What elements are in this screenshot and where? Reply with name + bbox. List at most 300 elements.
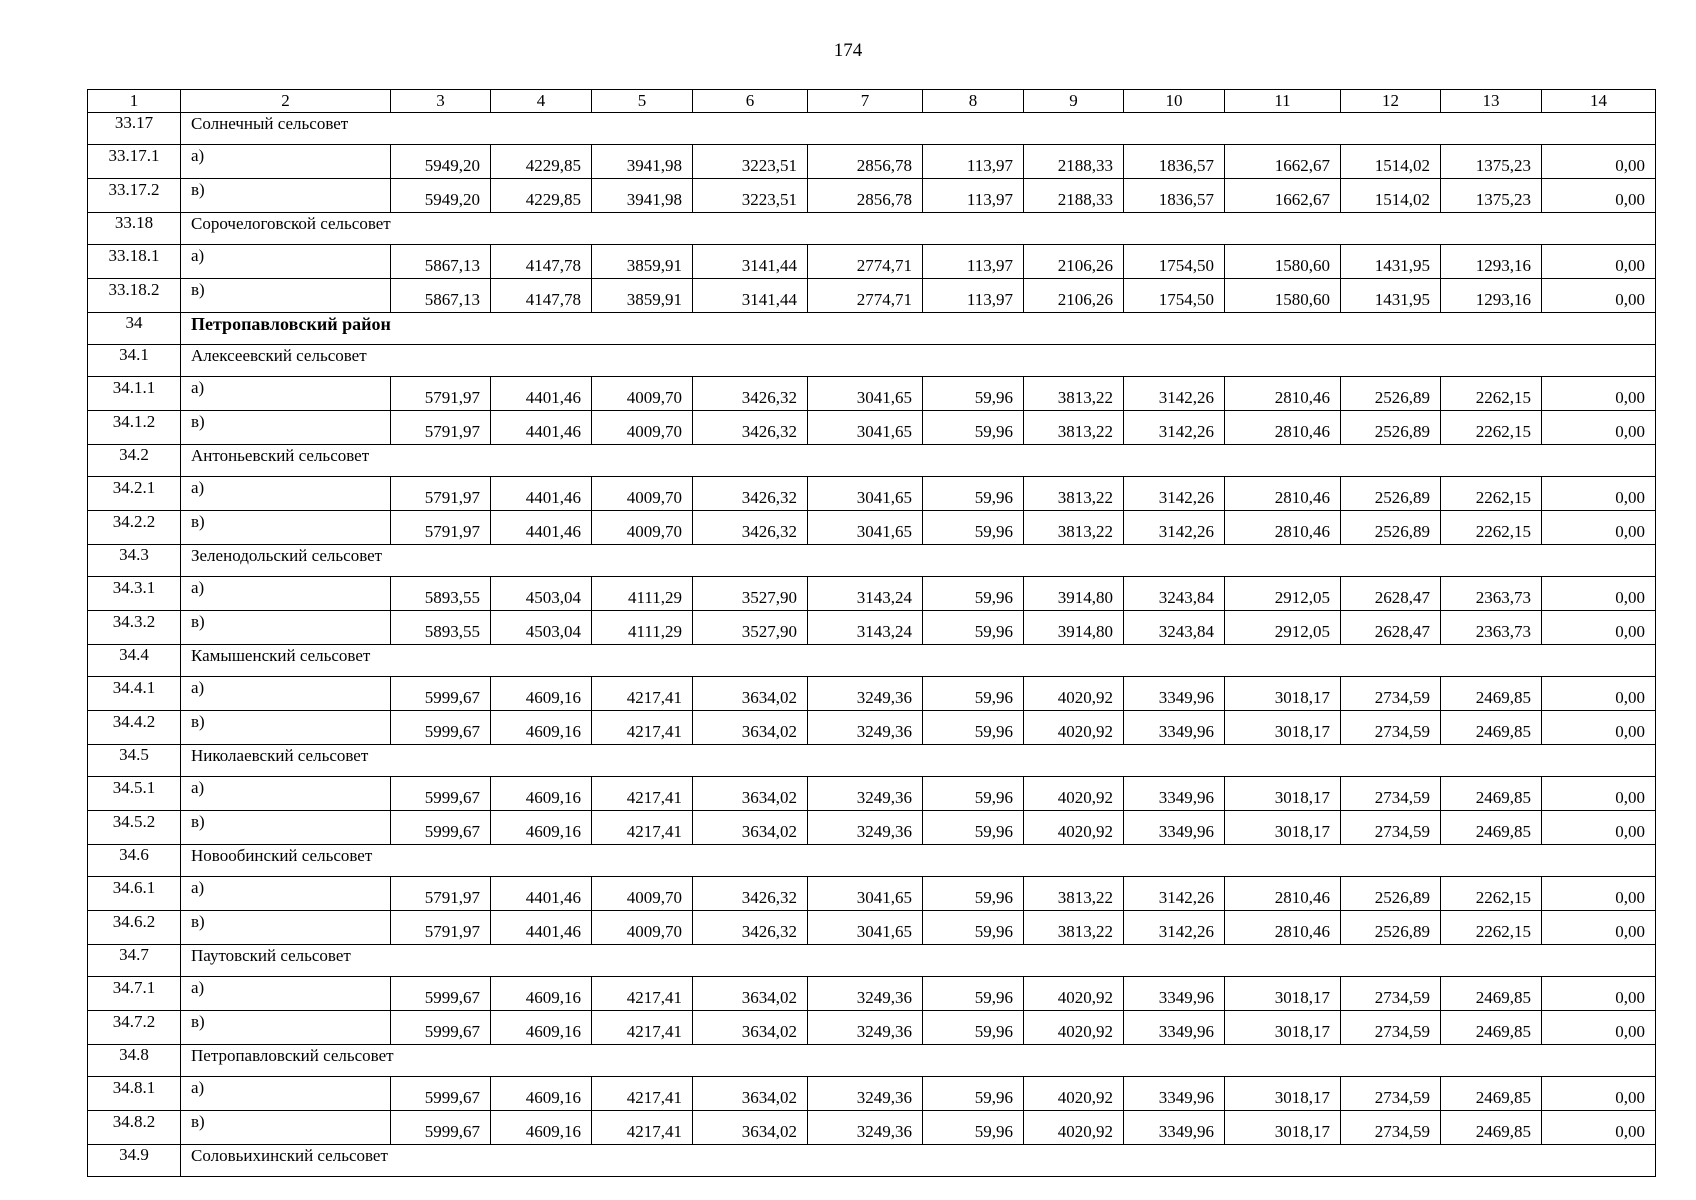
table-cell-value: 2628,47 xyxy=(1341,577,1441,611)
table-cell-value: 3349,96 xyxy=(1124,777,1225,811)
row-code: 34.3 xyxy=(88,545,181,577)
table-cell-value: 3349,96 xyxy=(1124,1077,1225,1111)
table-cell-value: 2262,15 xyxy=(1441,411,1542,445)
table-cell-value: 3018,17 xyxy=(1225,1077,1341,1111)
table-cell-value: 2526,89 xyxy=(1341,477,1441,511)
column-number-header: 10 xyxy=(1124,90,1225,113)
row-code: 34.8.2 xyxy=(88,1111,181,1145)
table-row xyxy=(88,611,1656,645)
table-cell-value: 3634,02 xyxy=(693,1011,808,1045)
table-cell-value: 2526,89 xyxy=(1341,877,1441,911)
table-cell-value: 5999,67 xyxy=(391,811,491,845)
column-number-header: 13 xyxy=(1441,90,1542,113)
table-cell-value: 4009,70 xyxy=(592,477,693,511)
row-code: 34 xyxy=(88,313,181,345)
table-cell-value: 4401,46 xyxy=(491,511,592,545)
table-cell-value: 2526,89 xyxy=(1341,511,1441,545)
row-label: в) xyxy=(181,611,391,645)
table-cell-value: 113,97 xyxy=(923,279,1024,313)
group-heading-row xyxy=(88,645,1656,677)
table-cell-value: 5949,20 xyxy=(391,179,491,213)
table-cell-value: 3249,36 xyxy=(808,711,923,745)
row-code: 34.7 xyxy=(88,945,181,977)
table-cell-value: 3141,44 xyxy=(693,245,808,279)
table-cell-value: 0,00 xyxy=(1542,145,1656,179)
row-code: 33.17.2 xyxy=(88,179,181,213)
group-heading-row xyxy=(88,113,1656,145)
table-cell-value: 2363,73 xyxy=(1441,611,1542,645)
table-cell-value: 0,00 xyxy=(1542,511,1656,545)
table-cell-value: 3041,65 xyxy=(808,411,923,445)
table-cell-value: 3527,90 xyxy=(693,577,808,611)
row-code: 34.5 xyxy=(88,745,181,777)
row-label: в) xyxy=(181,911,391,945)
table-cell-value: 3041,65 xyxy=(808,911,923,945)
table-cell-value: 3634,02 xyxy=(693,1077,808,1111)
table-cell-value: 4111,29 xyxy=(592,611,693,645)
column-number-header: 1 xyxy=(88,90,181,113)
table-cell-value: 2734,59 xyxy=(1341,1077,1441,1111)
table-cell-value: 3249,36 xyxy=(808,1011,923,1045)
table-cell-value: 3349,96 xyxy=(1124,677,1225,711)
table-cell-value: 2856,78 xyxy=(808,145,923,179)
table-cell-value: 2912,05 xyxy=(1225,577,1341,611)
table-cell-value: 2262,15 xyxy=(1441,511,1542,545)
table-cell-value: 59,96 xyxy=(923,911,1024,945)
table-cell-value: 2469,85 xyxy=(1441,1077,1542,1111)
group-heading-row xyxy=(88,1145,1656,1177)
row-code: 34.4.2 xyxy=(88,711,181,745)
table-cell-value: 3223,51 xyxy=(693,145,808,179)
column-number-header: 6 xyxy=(693,90,808,113)
table-cell-value: 3018,17 xyxy=(1225,977,1341,1011)
table-cell-value: 3941,98 xyxy=(592,179,693,213)
row-code: 34.5.1 xyxy=(88,777,181,811)
row-label: а) xyxy=(181,145,391,179)
column-number-header: 11 xyxy=(1225,90,1341,113)
table-row xyxy=(88,1011,1656,1045)
row-code: 34.4.1 xyxy=(88,677,181,711)
table-row xyxy=(88,577,1656,611)
group-heading-row xyxy=(88,945,1656,977)
table-cell-value: 4009,70 xyxy=(592,877,693,911)
row-code: 34.6 xyxy=(88,845,181,877)
table-cell-value: 0,00 xyxy=(1542,411,1656,445)
table-cell-value: 4401,46 xyxy=(491,377,592,411)
table-cell-value: 2469,85 xyxy=(1441,777,1542,811)
column-number-header: 8 xyxy=(923,90,1024,113)
table-cell-value: 2526,89 xyxy=(1341,911,1441,945)
table-cell-value: 2810,46 xyxy=(1225,477,1341,511)
table-cell-value: 4503,04 xyxy=(491,577,592,611)
table-cell-value: 4609,16 xyxy=(491,1011,592,1045)
row-label: а) xyxy=(181,377,391,411)
table-cell-value: 4229,85 xyxy=(491,145,592,179)
table-cell-value: 1836,57 xyxy=(1124,179,1225,213)
table-cell-value: 2262,15 xyxy=(1441,377,1542,411)
table-cell-value: 1375,23 xyxy=(1441,179,1542,213)
table-cell-value: 3018,17 xyxy=(1225,811,1341,845)
table-cell-value: 5999,67 xyxy=(391,1011,491,1045)
table-cell-value: 59,96 xyxy=(923,1077,1024,1111)
table-cell-value: 0,00 xyxy=(1542,577,1656,611)
table-cell-value: 2912,05 xyxy=(1225,611,1341,645)
table-cell-value: 2469,85 xyxy=(1441,711,1542,745)
table-row xyxy=(88,179,1656,213)
table-cell-value: 4020,92 xyxy=(1024,777,1124,811)
table-cell-value: 2810,46 xyxy=(1225,877,1341,911)
table-cell-value: 3243,84 xyxy=(1124,611,1225,645)
column-number-header: 5 xyxy=(592,90,693,113)
table-cell-value: 4609,16 xyxy=(491,777,592,811)
table-cell-value: 3243,84 xyxy=(1124,577,1225,611)
table-cell-value: 4020,92 xyxy=(1024,1077,1124,1111)
table-cell-value: 59,96 xyxy=(923,377,1024,411)
table-cell-value: 113,97 xyxy=(923,179,1024,213)
table-cell-value: 5791,97 xyxy=(391,411,491,445)
column-number-header-row xyxy=(88,90,1656,113)
table-cell-value: 5867,13 xyxy=(391,245,491,279)
table-cell-value: 3018,17 xyxy=(1225,677,1341,711)
table-cell-value: 5791,97 xyxy=(391,377,491,411)
table-cell-value: 0,00 xyxy=(1542,477,1656,511)
table-cell-value: 1754,50 xyxy=(1124,245,1225,279)
table-cell-value: 0,00 xyxy=(1542,677,1656,711)
table-cell-value: 2469,85 xyxy=(1441,1111,1542,1145)
row-code: 33.18.1 xyxy=(88,245,181,279)
table-cell-value: 3634,02 xyxy=(693,1111,808,1145)
table-cell-value: 5867,13 xyxy=(391,279,491,313)
table-cell-value: 2734,59 xyxy=(1341,977,1441,1011)
table-cell-value: 5893,55 xyxy=(391,577,491,611)
table-cell-value: 59,96 xyxy=(923,411,1024,445)
group-name: Паутовский сельсовет xyxy=(181,945,1656,977)
table-cell-value: 3018,17 xyxy=(1225,1011,1341,1045)
table-cell-value: 1293,16 xyxy=(1441,279,1542,313)
group-heading-row xyxy=(88,745,1656,777)
group-name: Зеленодольский сельсовет xyxy=(181,545,1656,577)
table-cell-value: 3634,02 xyxy=(693,677,808,711)
table-cell-value: 3813,22 xyxy=(1024,511,1124,545)
table-cell-value: 3041,65 xyxy=(808,477,923,511)
row-code: 34.6.1 xyxy=(88,877,181,911)
table-cell-value: 3914,80 xyxy=(1024,611,1124,645)
column-number-header: 4 xyxy=(491,90,592,113)
group-name: Соловьихинский сельсовет xyxy=(181,1145,1656,1177)
row-label: а) xyxy=(181,677,391,711)
table-cell-value: 1836,57 xyxy=(1124,145,1225,179)
table-cell-value: 5999,67 xyxy=(391,977,491,1011)
table-cell-value: 3143,24 xyxy=(808,577,923,611)
row-label: в) xyxy=(181,1111,391,1145)
table-cell-value: 59,96 xyxy=(923,577,1024,611)
row-code: 34.1 xyxy=(88,345,181,377)
table-cell-value: 3349,96 xyxy=(1124,711,1225,745)
table-cell-value: 3426,32 xyxy=(693,511,808,545)
table-cell-value: 2734,59 xyxy=(1341,811,1441,845)
group-heading-row xyxy=(88,445,1656,477)
table-cell-value: 3349,96 xyxy=(1124,811,1225,845)
row-label: в) xyxy=(181,711,391,745)
row-label: в) xyxy=(181,1011,391,1045)
table-cell-value: 4217,41 xyxy=(592,1111,693,1145)
table-cell-value: 4147,78 xyxy=(491,245,592,279)
table-cell-value: 4217,41 xyxy=(592,1077,693,1111)
table-cell-value: 3223,51 xyxy=(693,179,808,213)
table-cell-value: 2734,59 xyxy=(1341,1011,1441,1045)
table-cell-value: 2628,47 xyxy=(1341,611,1441,645)
table-cell-value: 0,00 xyxy=(1542,1111,1656,1145)
table-cell-value: 3018,17 xyxy=(1225,711,1341,745)
table-cell-value: 3249,36 xyxy=(808,777,923,811)
district-heading-row xyxy=(88,313,1656,345)
table-cell-value: 3249,36 xyxy=(808,811,923,845)
row-code: 34.7.1 xyxy=(88,977,181,1011)
table-cell-value: 3142,26 xyxy=(1124,511,1225,545)
group-name: Новообинский сельсовет xyxy=(181,845,1656,877)
column-number-header: 12 xyxy=(1341,90,1441,113)
table-cell-value: 4609,16 xyxy=(491,1111,592,1145)
table-cell-value: 59,96 xyxy=(923,477,1024,511)
row-code: 34.9 xyxy=(88,1145,181,1177)
table-cell-value: 4009,70 xyxy=(592,511,693,545)
table-cell-value: 3041,65 xyxy=(808,377,923,411)
row-code: 34.8.1 xyxy=(88,1077,181,1111)
table-cell-value: 5791,97 xyxy=(391,877,491,911)
table-row xyxy=(88,777,1656,811)
table-row xyxy=(88,977,1656,1011)
row-code: 34.5.2 xyxy=(88,811,181,845)
column-number-header: 2 xyxy=(181,90,391,113)
table-cell-value: 2469,85 xyxy=(1441,1011,1542,1045)
table-cell-value: 4020,92 xyxy=(1024,1111,1124,1145)
group-name: Камышенский сельсовет xyxy=(181,645,1656,677)
table-cell-value: 2106,26 xyxy=(1024,279,1124,313)
table-cell-value: 5999,67 xyxy=(391,711,491,745)
table-cell-value: 4020,92 xyxy=(1024,977,1124,1011)
row-code: 33.17.1 xyxy=(88,145,181,179)
table-row xyxy=(88,1111,1656,1145)
table-cell-value: 3426,32 xyxy=(693,411,808,445)
table-cell-value: 0,00 xyxy=(1542,1077,1656,1111)
table-row xyxy=(88,511,1656,545)
table-cell-value: 0,00 xyxy=(1542,245,1656,279)
table-cell-value: 4020,92 xyxy=(1024,811,1124,845)
table-row xyxy=(88,411,1656,445)
table-cell-value: 3141,44 xyxy=(693,279,808,313)
row-label: а) xyxy=(181,977,391,1011)
table-cell-value: 3249,36 xyxy=(808,977,923,1011)
table-cell-value: 3426,32 xyxy=(693,477,808,511)
table-row xyxy=(88,279,1656,313)
table-cell-value: 5999,67 xyxy=(391,1077,491,1111)
row-label: а) xyxy=(181,477,391,511)
table-cell-value: 2262,15 xyxy=(1441,477,1542,511)
table-cell-value: 0,00 xyxy=(1542,977,1656,1011)
table-cell-value: 4401,46 xyxy=(491,877,592,911)
table-cell-value: 1580,60 xyxy=(1225,279,1341,313)
row-label: а) xyxy=(181,245,391,279)
table-cell-value: 113,97 xyxy=(923,145,1024,179)
table-cell-value: 4229,85 xyxy=(491,179,592,213)
group-name: Алексеевский сельсовет xyxy=(181,345,1656,377)
table-cell-value: 3142,26 xyxy=(1124,377,1225,411)
table-cell-value: 5949,20 xyxy=(391,145,491,179)
table-cell-value: 1580,60 xyxy=(1225,245,1341,279)
table-cell-value: 3249,36 xyxy=(808,677,923,711)
table-cell-value: 1662,67 xyxy=(1225,145,1341,179)
table-cell-value: 2774,71 xyxy=(808,279,923,313)
table-cell-value: 4217,41 xyxy=(592,711,693,745)
table-row xyxy=(88,911,1656,945)
table-cell-value: 4020,92 xyxy=(1024,677,1124,711)
table-cell-value: 4147,78 xyxy=(491,279,592,313)
table-cell-value: 3142,26 xyxy=(1124,477,1225,511)
row-code: 34.2.1 xyxy=(88,477,181,511)
table-cell-value: 3859,91 xyxy=(592,279,693,313)
table-cell-value: 59,96 xyxy=(923,877,1024,911)
table-row xyxy=(88,477,1656,511)
table-cell-value: 2469,85 xyxy=(1441,811,1542,845)
table-cell-value: 2774,71 xyxy=(808,245,923,279)
table-cell-value: 3349,96 xyxy=(1124,977,1225,1011)
table-cell-value: 2526,89 xyxy=(1341,377,1441,411)
table-row xyxy=(88,377,1656,411)
group-name: Николаевский сельсовет xyxy=(181,745,1656,777)
table-cell-value: 59,96 xyxy=(923,977,1024,1011)
table-cell-value: 3249,36 xyxy=(808,1077,923,1111)
table-cell-value: 0,00 xyxy=(1542,811,1656,845)
table-cell-value: 4020,92 xyxy=(1024,711,1124,745)
table-cell-value: 5999,67 xyxy=(391,1111,491,1145)
table-cell-value: 5791,97 xyxy=(391,911,491,945)
table-cell-value: 3941,98 xyxy=(592,145,693,179)
row-code: 34.2 xyxy=(88,445,181,477)
table-cell-value: 2856,78 xyxy=(808,179,923,213)
table-cell-value: 2526,89 xyxy=(1341,411,1441,445)
table-cell-value: 3349,96 xyxy=(1124,1011,1225,1045)
table-cell-value: 4609,16 xyxy=(491,811,592,845)
table-cell-value: 5893,55 xyxy=(391,611,491,645)
table-cell-value: 4401,46 xyxy=(491,911,592,945)
table-cell-value: 2734,59 xyxy=(1341,711,1441,745)
table-cell-value: 113,97 xyxy=(923,245,1024,279)
row-code: 34.3.2 xyxy=(88,611,181,645)
table-cell-value: 2810,46 xyxy=(1225,377,1341,411)
table-cell-value: 4609,16 xyxy=(491,677,592,711)
group-heading-row xyxy=(88,345,1656,377)
table-cell-value: 0,00 xyxy=(1542,777,1656,811)
table-cell-value: 2469,85 xyxy=(1441,977,1542,1011)
table-cell-value: 3018,17 xyxy=(1225,1111,1341,1145)
row-label: в) xyxy=(181,511,391,545)
table-cell-value: 2734,59 xyxy=(1341,1111,1441,1145)
table-cell-value: 4111,29 xyxy=(592,577,693,611)
table-cell-value: 4217,41 xyxy=(592,777,693,811)
column-number-header: 9 xyxy=(1024,90,1124,113)
table-cell-value: 5999,67 xyxy=(391,777,491,811)
table-cell-value: 3527,90 xyxy=(693,611,808,645)
table-cell-value: 3813,22 xyxy=(1024,411,1124,445)
table-cell-value: 0,00 xyxy=(1542,1011,1656,1045)
row-label: а) xyxy=(181,877,391,911)
table-cell-value: 4217,41 xyxy=(592,1011,693,1045)
table-cell-value: 5791,97 xyxy=(391,477,491,511)
table-cell-value: 3634,02 xyxy=(693,977,808,1011)
table-cell-value: 3813,22 xyxy=(1024,377,1124,411)
table-cell-value: 5999,67 xyxy=(391,677,491,711)
row-code: 33.18 xyxy=(88,213,181,245)
row-label: в) xyxy=(181,811,391,845)
group-name: Сорочелоговской сельсовет xyxy=(181,213,1656,245)
table-cell-value: 2262,15 xyxy=(1441,877,1542,911)
table-cell-value: 59,96 xyxy=(923,1011,1024,1045)
table-cell-value: 3142,26 xyxy=(1124,911,1225,945)
table-cell-value: 2188,33 xyxy=(1024,145,1124,179)
table-cell-value: 59,96 xyxy=(923,611,1024,645)
table-row xyxy=(88,677,1656,711)
table-cell-value: 0,00 xyxy=(1542,179,1656,213)
row-code: 34.6.2 xyxy=(88,911,181,945)
row-code: 33.18.2 xyxy=(88,279,181,313)
table-row xyxy=(88,711,1656,745)
table-cell-value: 59,96 xyxy=(923,677,1024,711)
row-label: а) xyxy=(181,577,391,611)
table-cell-value: 3813,22 xyxy=(1024,911,1124,945)
table-cell-value: 3634,02 xyxy=(693,711,808,745)
table-cell-value: 1375,23 xyxy=(1441,145,1542,179)
table-body xyxy=(88,90,1656,1177)
table-cell-value: 3426,32 xyxy=(693,911,808,945)
table-cell-value: 3349,96 xyxy=(1124,1111,1225,1145)
table-cell-value: 3426,32 xyxy=(693,877,808,911)
table-row xyxy=(88,245,1656,279)
table-cell-value: 5791,97 xyxy=(391,511,491,545)
table-cell-value: 4217,41 xyxy=(592,811,693,845)
row-label: в) xyxy=(181,279,391,313)
table-cell-value: 59,96 xyxy=(923,711,1024,745)
table-cell-value: 3634,02 xyxy=(693,811,808,845)
table-cell-value: 59,96 xyxy=(923,1111,1024,1145)
table-cell-value: 2469,85 xyxy=(1441,677,1542,711)
table-cell-value: 4401,46 xyxy=(491,477,592,511)
table-cell-value: 3018,17 xyxy=(1225,777,1341,811)
table-cell-value: 0,00 xyxy=(1542,877,1656,911)
row-code: 34.2.2 xyxy=(88,511,181,545)
table-cell-value: 4009,70 xyxy=(592,377,693,411)
row-code: 34.3.1 xyxy=(88,577,181,611)
page-number: 174 xyxy=(833,40,863,61)
table-cell-value: 1754,50 xyxy=(1124,279,1225,313)
row-code: 34.1.2 xyxy=(88,411,181,445)
table-cell-value: 59,96 xyxy=(923,811,1024,845)
column-number-header: 7 xyxy=(808,90,923,113)
table-cell-value: 2363,73 xyxy=(1441,577,1542,611)
table-cell-value: 3142,26 xyxy=(1124,877,1225,911)
table-cell-value: 3041,65 xyxy=(808,877,923,911)
table-cell-value: 4217,41 xyxy=(592,677,693,711)
table-row xyxy=(88,1077,1656,1111)
table-cell-value: 4401,46 xyxy=(491,411,592,445)
group-heading-row xyxy=(88,545,1656,577)
table-cell-value: 2810,46 xyxy=(1225,511,1341,545)
table-cell-value: 0,00 xyxy=(1542,611,1656,645)
table-cell-value: 2262,15 xyxy=(1441,911,1542,945)
group-name: Антоньевский сельсовет xyxy=(181,445,1656,477)
table-cell-value: 4609,16 xyxy=(491,711,592,745)
table-cell-value: 3859,91 xyxy=(592,245,693,279)
group-name: Солнечный сельсовет xyxy=(181,113,1656,145)
